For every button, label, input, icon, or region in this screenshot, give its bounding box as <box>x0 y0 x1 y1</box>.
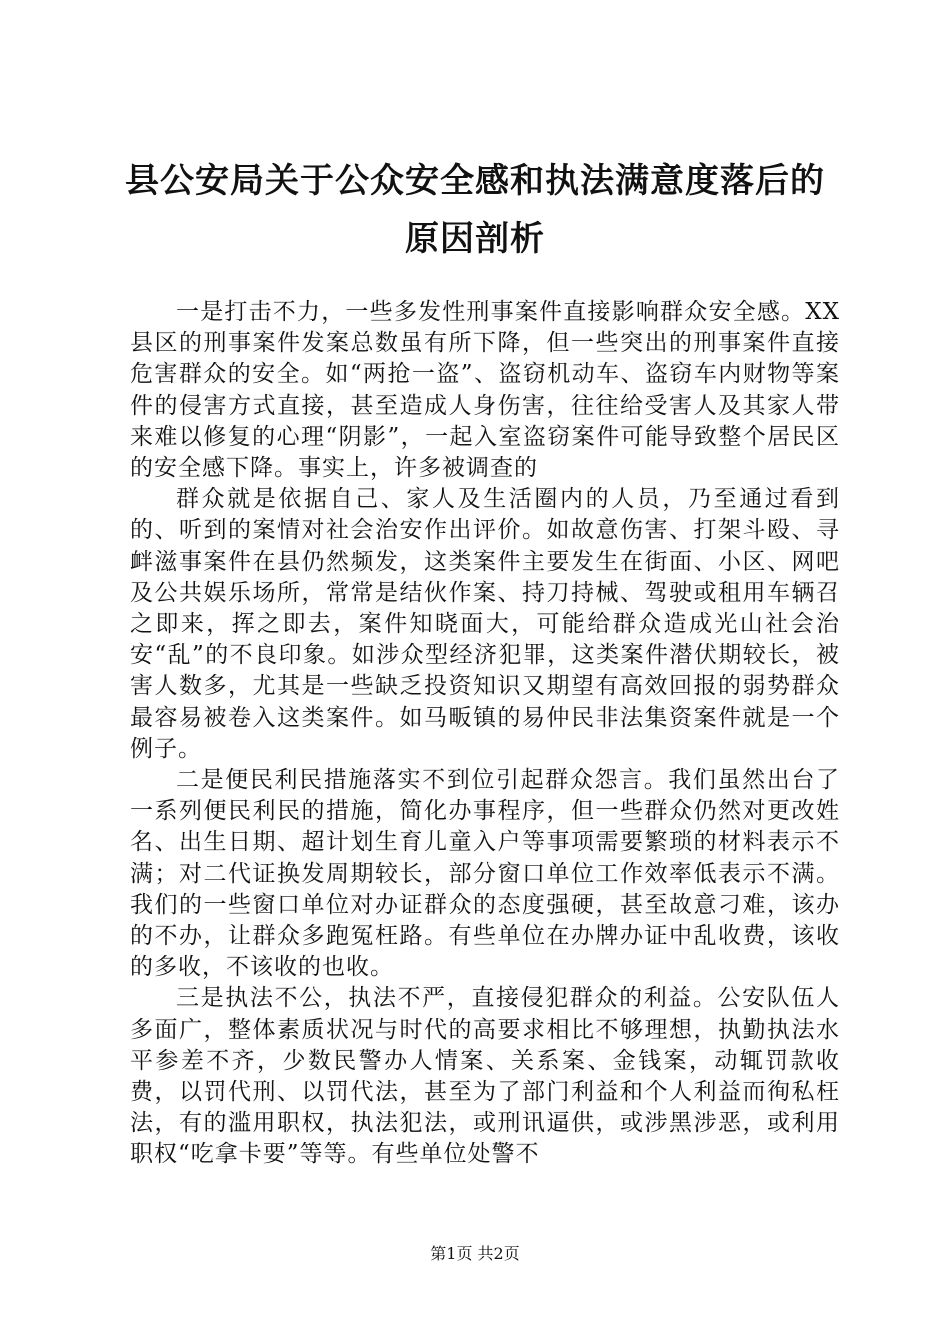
paragraph-4: 三是执法不公，执法不严，直接侵犯群众的利益。公安队伍人多面广，整体素质状况与时代的高要求相比不够理想，执勤执法水平参差不齐，少数民警办人情案、关系案、金钱案，动辄罚款收费，以罚代刑、以罚代法，甚至为了部门利益和个人利益而徇私枉法，有的滥用职权，执法犯法，或刑讯逼供，或涉黑涉恶，或利用职权“吃拿卡要”等等。有些单位处警不 <box>130 985 840 1168</box>
title-line-1: 县公安局关于公众安全感和执法满意度落后的 <box>125 161 825 201</box>
paragraph-1: 一是打击不力，一些多发性刑事案件直接影响群众安全感。XX县区的刑事案件发案总数虽有所下降，但一些突出的刑事案件直接危害群众的安全。如“两抢一盗”、盗窃机动车、盗窃车内财物等案件的侵害方式直接，甚至造成人身伤害，往往给受害人及其家人带来难以修复的心理“阴影”，一起入室盗窃案件可能导致整个居民区的安全感下降。事实上，许多被调查的 <box>130 299 840 482</box>
title-line-2: 原因剖析 <box>405 219 545 259</box>
paragraph-3: 二是便民利民措施落实不到位引起群众怨言。我们虽然出台了一系列便民利民的措施，简化办事程序，但一些群众仍然对更改姓名、出生日期、超计划生育儿童入户等事项需要繁琐的材料表示不满；对二代证换发周期较长，部分窗口单位工作效率低表示不满。我们的一些窗口单位对办证群众的态度强硬，甚至故意刁难，该办的不办，让群众多跑冤枉路。有些单位在办牌办证中乱收费，该收的多收，不该收的也收。 <box>130 767 840 981</box>
paragraph-2: 群众就是依据自己、家人及生活圈内的人员，乃至通过看到的、听到的案情对社会治安作出评价。如故意伤害、打架斗殴、寻衅滋事案件在县仍然频发，这类案件主要发生在街面、小区、网吧及公共娱乐场所，常常是结伙作案、持刀持械、驾驶或租用车辆召之即来，挥之即去，案件知晓面大，可能给群众造成光山社会治安“乱”的不良印象。如涉众型经济犯罪，这类案件潜伏期较长，被害人数多，尤其是一些缺乏投资知识又期望有高效回报的弱势群众最容易被卷入这类案件。如马畈镇的易仲民非法集资案件就是一个例子。 <box>130 486 840 762</box>
page-footer: 第1页 共2页 <box>430 1244 520 1263</box>
document-body <box>130 297 840 1177</box>
document-title <box>120 152 830 268</box>
